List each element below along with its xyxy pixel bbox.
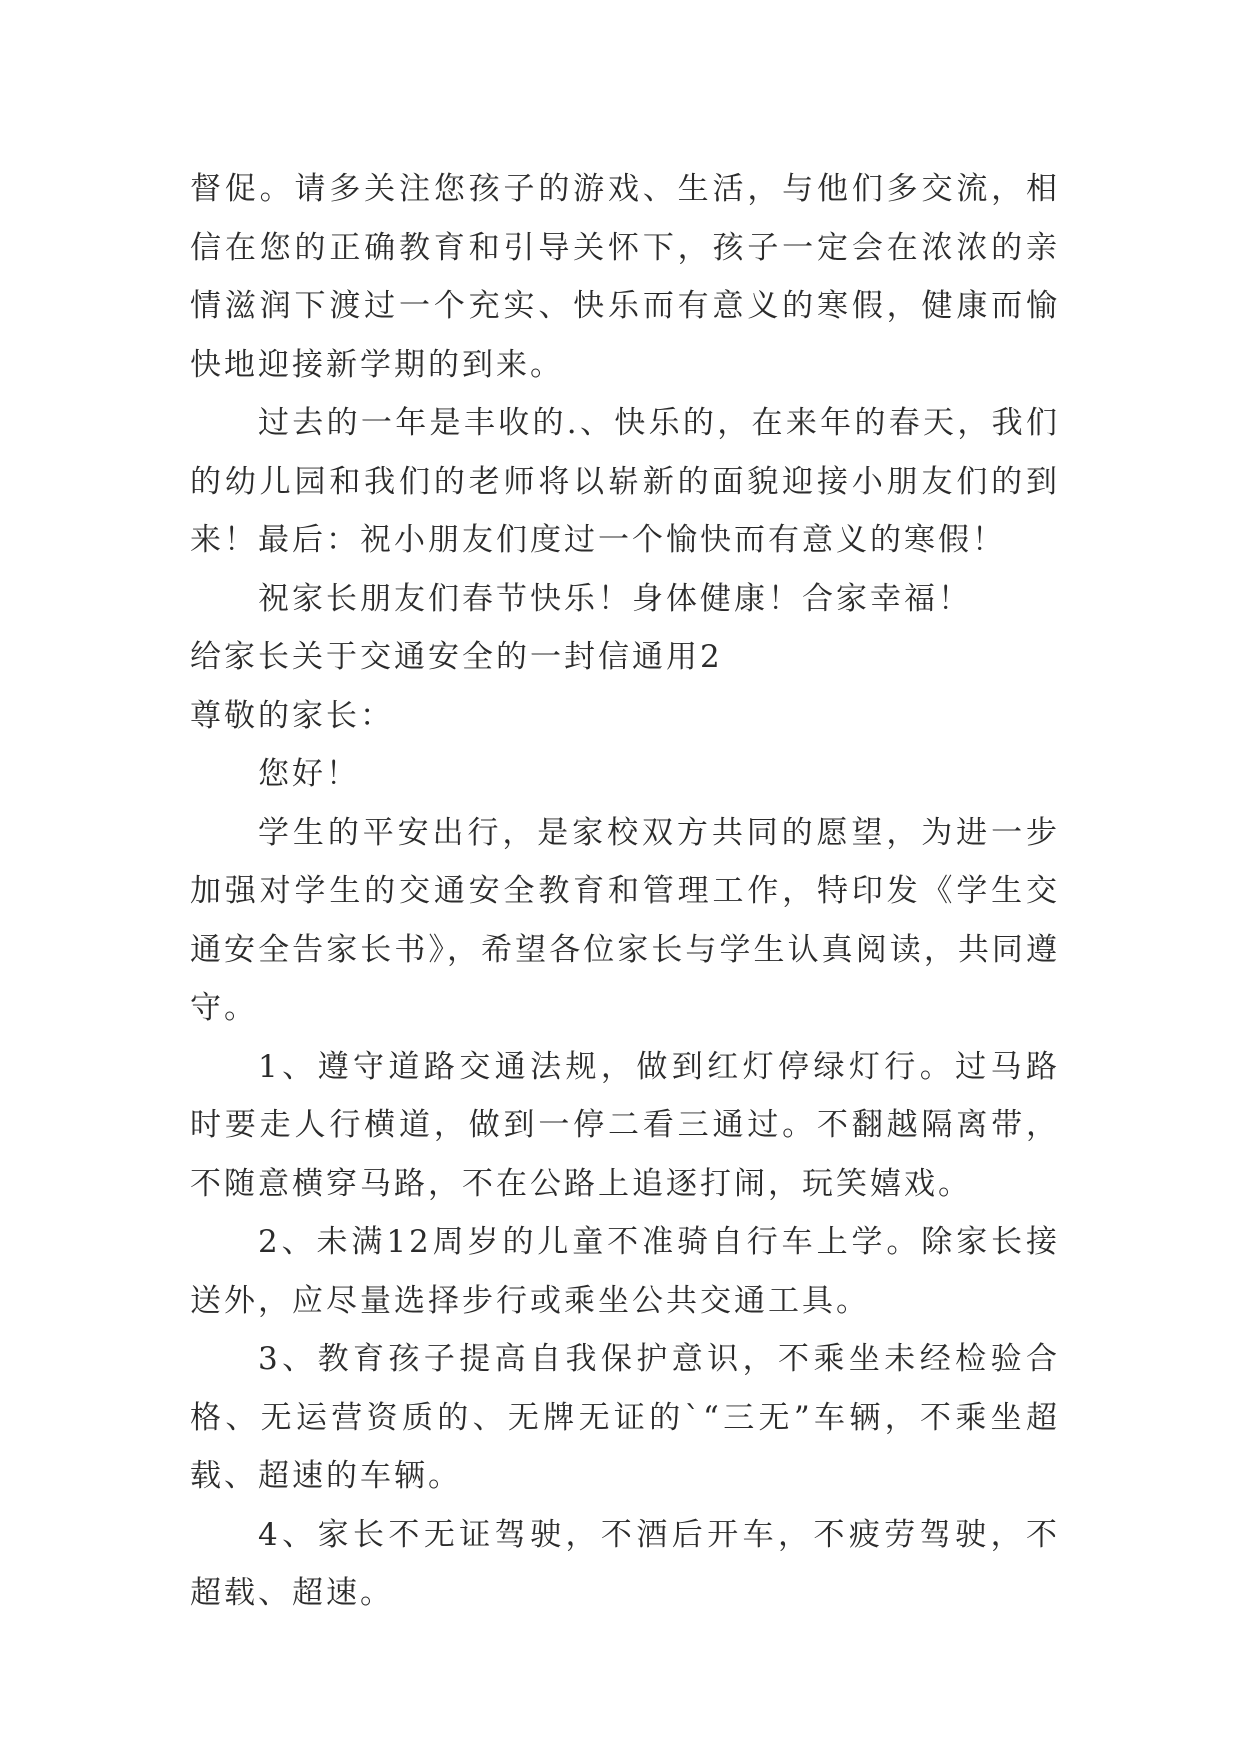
paragraph-past-year: 过去的一年是丰收的.、快乐的，在来年的春天，我们的幼儿园和我们的老师将以崭新的面貌迎接小朋友们的到来！最后：祝小朋友们度过一个愉快而有意义的寒假！ xyxy=(190,405,1060,558)
paragraph-intro: 学生的平安出行，是家校双方共同的愿望，为进一步加强对学生的交通安全教育和管理工作，特印发《学生交通安全告家长书》，希望各位家长与学生认真阅读，共同遵守。 xyxy=(190,814,1060,1026)
rule-item-4: 4、家长不无证驾驶，不酒后开车，不疲劳驾驶，不超载、超速。 xyxy=(190,1516,1060,1611)
greeting: 您好！ xyxy=(258,756,360,792)
rule-item-3: 3、教育孩子提高自我保护意识，不乘坐未经检验合格、无运营资质的、无牌无证的`“三无”车辆，不乘坐超载、超速的车辆。 xyxy=(190,1341,1060,1494)
section-heading: 给家长关于交通安全的一封信通用2 xyxy=(190,639,723,675)
paragraph-supervise: 督促。请多关注您孩子的游戏、生活，与他们多交流，相信在您的正确教育和引导关怀下，孩子一定会在浓浓的亲情滋润下渡过一个充实、快乐而有意义的寒假，健康而愉快地迎接新学期的到来。 xyxy=(190,171,1060,383)
rule-item-2: 2、未满12周岁的儿童不准骑自行车上学。除家长接送外，应尽量选择步行或乘坐公共交通工具。 xyxy=(190,1224,1060,1319)
paragraph-new-year-wish: 祝家长朋友们春节快乐！身体健康！合家幸福！ xyxy=(258,580,972,617)
rule-item-1: 1、遵守道路交通法规，做到红灯停绿灯行。过马路时要走人行横道，做到一停二看三通过。不翻越隔离带，不随意横穿马路，不在公路上追逐打闹，玩笑嬉戏。 xyxy=(190,1048,1060,1202)
salutation: 尊敬的家长： xyxy=(190,697,394,734)
document-body xyxy=(190,160,1060,1623)
